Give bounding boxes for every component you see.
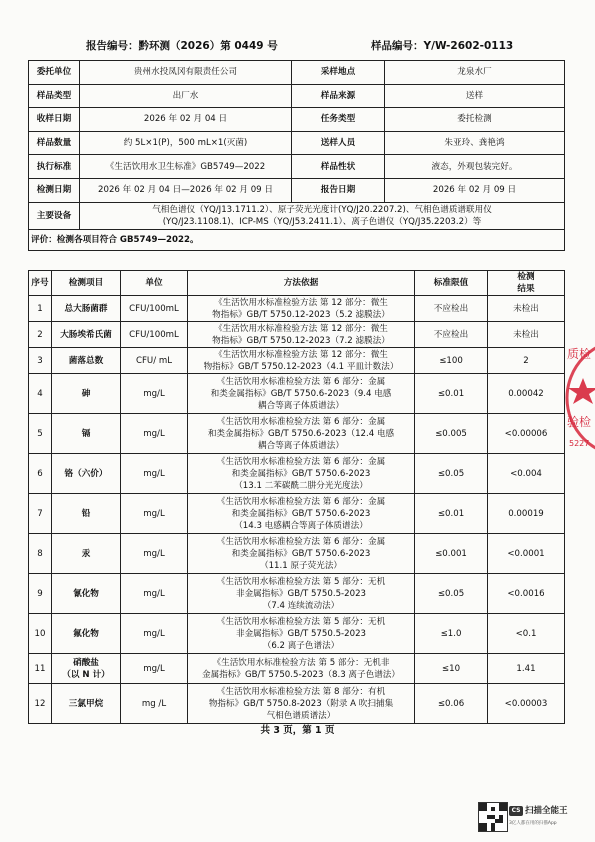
row-unit: mg/L [121,654,188,684]
row-method [188,454,415,494]
row-limit: ≤0.01 [415,494,488,534]
info-table [28,60,565,251]
row-no: 7 [29,494,52,534]
row-item-text: 镉 [81,428,91,439]
date-label: 检测日期 [29,178,80,202]
row-item [52,614,121,654]
table-row [29,684,565,724]
method-line: 《生活饮用水标准检验方法 第 12 部分：微生 [214,349,388,360]
equip-value [80,202,565,229]
row-unit: CFU/100mL [121,322,188,348]
row-item [52,574,121,614]
row-method [188,534,415,574]
row-item-text: 菌落总数 [68,355,104,366]
qr-code [478,802,508,832]
row-no: 9 [29,574,52,614]
row-limit: ≤0.05 [415,574,488,614]
seal-number: 5227 [569,439,590,448]
row-item [52,454,121,494]
qty-label: 样品数量 [29,131,80,155]
row-no: 6 [29,454,52,494]
row-item [52,296,121,322]
row-item [52,374,121,414]
table-row [29,348,565,374]
row-limit: ≤1.0 [415,614,488,654]
row-unit: mg/L [121,494,188,534]
row-unit: mg/L [121,614,188,654]
row-result: <0.00006 [488,414,565,454]
row-result: 1.41 [488,654,565,684]
sender-value: 朱亚玲、龚艳鸿 [385,131,565,155]
row-limit: ≤0.06 [415,684,488,724]
row-unit: CFU/100mL [121,296,188,322]
row-limit: ≤0.005 [415,414,488,454]
row-item [52,348,121,374]
row-item [52,322,121,348]
col-unit: 单位 [121,271,188,296]
method-line: 金属指标》GB/T 5750.5-2023（8.3 离子色谱法） [202,669,400,680]
prop-label: 样品性状 [292,155,385,179]
source-value: 送样 [385,84,565,108]
method-line: 非金属指标》GB/T 5750.5-2023 [235,588,367,599]
row-unit: mg/L [121,414,188,454]
row-limit: ≤100 [415,348,488,374]
method-line: 和类金属指标》GB/T 5750.6-2023 [231,508,371,519]
method-line: 《生活饮用水标准检验方法 第 5 部分：无机 [216,576,386,587]
row-item [52,534,121,574]
row-method [188,414,415,454]
method-line: 《生活饮用水标准检验方法 第 12 部分：微生 [214,323,388,334]
row-item-text: 硝酸盐 （以 N 计） [62,657,110,680]
site-label: 采样地点 [292,61,385,85]
method-line: 物指标》GB/T 5750.8-2023（附录 A 吹扫捕集 [208,698,394,709]
client-value: 贵州水投凤冈有限责任公司 [80,61,292,85]
results-table [28,270,565,724]
table-row [29,574,565,614]
row-result: <0.004 [488,454,565,494]
row-item-text: 铬（六价） [64,468,108,479]
table-row [29,414,565,454]
type-value: 出厂水 [80,84,292,108]
type-label: 样品类型 [29,84,80,108]
method-line: 和类金属指标》GB/T 5750.6-2023（12.4 电感 [207,428,395,439]
method-line: 非金属指标》GB/T 5750.5-2023 [235,628,367,639]
row-unit: mg /L [121,684,188,724]
row-no: 11 [29,654,52,684]
row-method [188,348,415,374]
equip-label: 主要设备 [29,202,80,229]
sender-label: 送样人员 [292,131,385,155]
results-body [29,296,565,724]
method-line: 物指标》GB/T 5750.12-2023（5.2 滤膜法） [212,309,390,320]
method-line: 物指标》GB/T 5750.12-2023（4.1 平皿计数法） [203,361,399,372]
row-method [188,374,415,414]
row-item [52,684,121,724]
stamp-seal [563,318,595,478]
method-line: （13.1 二苯碳酰二肼分光光度法） [234,480,368,491]
sample-number: 样品编号：Y/W-2602-0113 [371,40,514,52]
client-label: 委托单位 [29,61,80,85]
row-method [188,684,415,724]
row-item [52,654,121,684]
report-number: 报告编号：黔环测（2026）第 0449 号 [86,40,278,52]
seal-text-1: 质检 [567,347,592,361]
page-footer: 共 3 页，第 1 页 [260,725,335,736]
row-no: 12 [29,684,52,724]
row-limit: ≤10 [415,654,488,684]
row-method [188,654,415,684]
row-limit: ≤0.001 [415,534,488,574]
scanner-brand [509,804,568,816]
row-result: 未检出 [488,296,565,322]
row-result: 未检出 [488,322,565,348]
row-result: <0.00003 [488,684,565,724]
row-limit: 不应检出 [415,296,488,322]
method-line: 和类金属指标》GB/T 5750.6-2023（9.4 电感 [210,388,392,399]
row-no: 3 [29,348,52,374]
table-row [29,454,565,494]
method-line: 《生活饮用水标准检验方法 第 6 部分：金属 [216,416,386,427]
row-method [188,614,415,654]
equip-line-1: 气相色谱仪（YQ/J13.1711.2）、原子荧光光度计(YQ/J20.2207.2)、气相色谱质谱联用仪 [152,204,492,215]
brand-name: 扫描全能王 [525,806,568,816]
prop-value: 液态，外观包装完好。 [385,155,565,179]
row-item [52,494,121,534]
row-no: 2 [29,322,52,348]
row-limit: ≤0.05 [415,454,488,494]
row-unit: mg/L [121,374,188,414]
row-item [52,414,121,454]
task-value: 委托检测 [385,108,565,132]
row-result: <0.0001 [488,534,565,574]
row-item-text: 汞 [81,548,91,559]
source-label: 样品来源 [292,84,385,108]
row-result: 0.00042 [488,374,565,414]
qr-pattern [479,803,507,831]
row-unit: mg/L [121,574,188,614]
method-line: （14.3 电感耦合等离子体质谱法） [234,520,368,531]
col-result-line-2: 结果 [517,284,535,294]
row-result: 2 [488,348,565,374]
method-line: 《生活饮用水标准检验方法 第 5 部分：无机 [216,616,386,627]
equip-line-2: (YQ/J23.1108.1)、ICP-MS（YQ/J53.2411.1）、离子色谱仪（YQ/J35.2203.2）等 [162,216,482,227]
method-line: 《生活饮用水标准检验方法 第 8 部分：有机 [216,686,386,697]
row-unit: mg/L [121,534,188,574]
brand-tagline: 3亿人都在用的扫描App [509,821,557,826]
row-method [188,322,415,348]
col-item: 检测项目 [52,271,121,296]
row-no: 5 [29,414,52,454]
row-result: <0.1 [488,614,565,654]
row-unit: mg/L [121,454,188,494]
method-line: （7.4 连续流动法） [262,600,340,611]
method-line: 耦合等离子体质谱法） [258,440,344,451]
row-item-text: 氰化物 [73,588,99,599]
table-row [29,494,565,534]
date-value: 2026 年 02 月 04 日—2026 年 02 月 09 日 [80,178,292,202]
row-method [188,574,415,614]
table-row [29,374,565,414]
row-limit: ≤0.01 [415,374,488,414]
site-value: 龙泉水厂 [385,61,565,85]
table-row [29,322,565,348]
table-row [29,654,565,684]
row-limit: 不应检出 [415,322,488,348]
row-no: 4 [29,374,52,414]
row-item-text: 三氯甲烷 [68,698,104,709]
row-no: 1 [29,296,52,322]
col-no: 序号 [29,271,52,296]
row-unit: CFU/ mL [121,348,188,374]
row-method [188,494,415,534]
method-line: 耦合等离子体质谱法） [258,400,344,411]
method-line: 和类金属指标》GB/T 5750.6-2023 [231,548,371,559]
row-no: 10 [29,614,52,654]
row-no: 8 [29,534,52,574]
recv-value: 2026 年 02 月 04 日 [80,108,292,132]
method-line: 物指标》GB/T 5750.12-2023（7.2 滤膜法） [212,335,390,346]
method-line: 和类金属指标》GB/T 5750.6-2023 [231,468,371,479]
task-label: 任务类型 [292,108,385,132]
method-line: 《生活饮用水标准检验方法 第 6 部分：金属 [216,456,386,467]
method-line: 气相色谱质谱法） [266,710,336,721]
col-result [488,271,565,296]
cs-icon: CS [509,806,523,816]
table-row [29,296,565,322]
col-limit: 标准限值 [415,271,488,296]
method-line: 《生活饮用水标准检验方法 第 6 部分：金属 [216,536,386,547]
method-line: 《生活饮用水标准检验方法 第 5 部分：无机非 [212,657,390,668]
std-value: 《生活饮用水卫生标准》GB5749—2022 [80,155,292,179]
row-item-text: 总大肠菌群 [64,303,108,314]
method-line: 《生活饮用水标准检验方法 第 12 部分：微生 [214,297,388,308]
table-row [29,614,565,654]
row-result: 0.00019 [488,494,565,534]
col-method: 方法依据 [188,271,415,296]
col-result-line-1: 检测 [517,272,535,282]
qty-value: 约 5L×1(P)，500 mL×1(灭菌) [80,131,292,155]
row-result: <0.0016 [488,574,565,614]
row-item-text: 铅 [81,508,91,519]
method-line: （6.2 离子色谱法） [262,640,340,651]
rdate-label: 报告日期 [292,178,385,202]
method-line: 《生活饮用水标准检验方法 第 6 部分：金属 [216,376,386,387]
seal-text-2: 验检 [567,415,592,429]
method-line: （11.1 原子荧光法） [259,560,343,571]
row-method [188,296,415,322]
rdate-value: 2026 年 02 月 09 日 [385,178,565,202]
row-item-text: 氟化物 [73,628,99,639]
method-line: 《生活饮用水标准检验方法 第 6 部分：金属 [216,496,386,507]
row-item-text: 砷 [81,388,91,399]
evaluation: 评价：检测各项目符合 GB5749—2022。 [29,229,565,250]
row-item-text: 大肠埃希氏菌 [60,329,112,340]
table-row [29,534,565,574]
recv-label: 收样日期 [29,108,80,132]
std-label: 执行标准 [29,155,80,179]
